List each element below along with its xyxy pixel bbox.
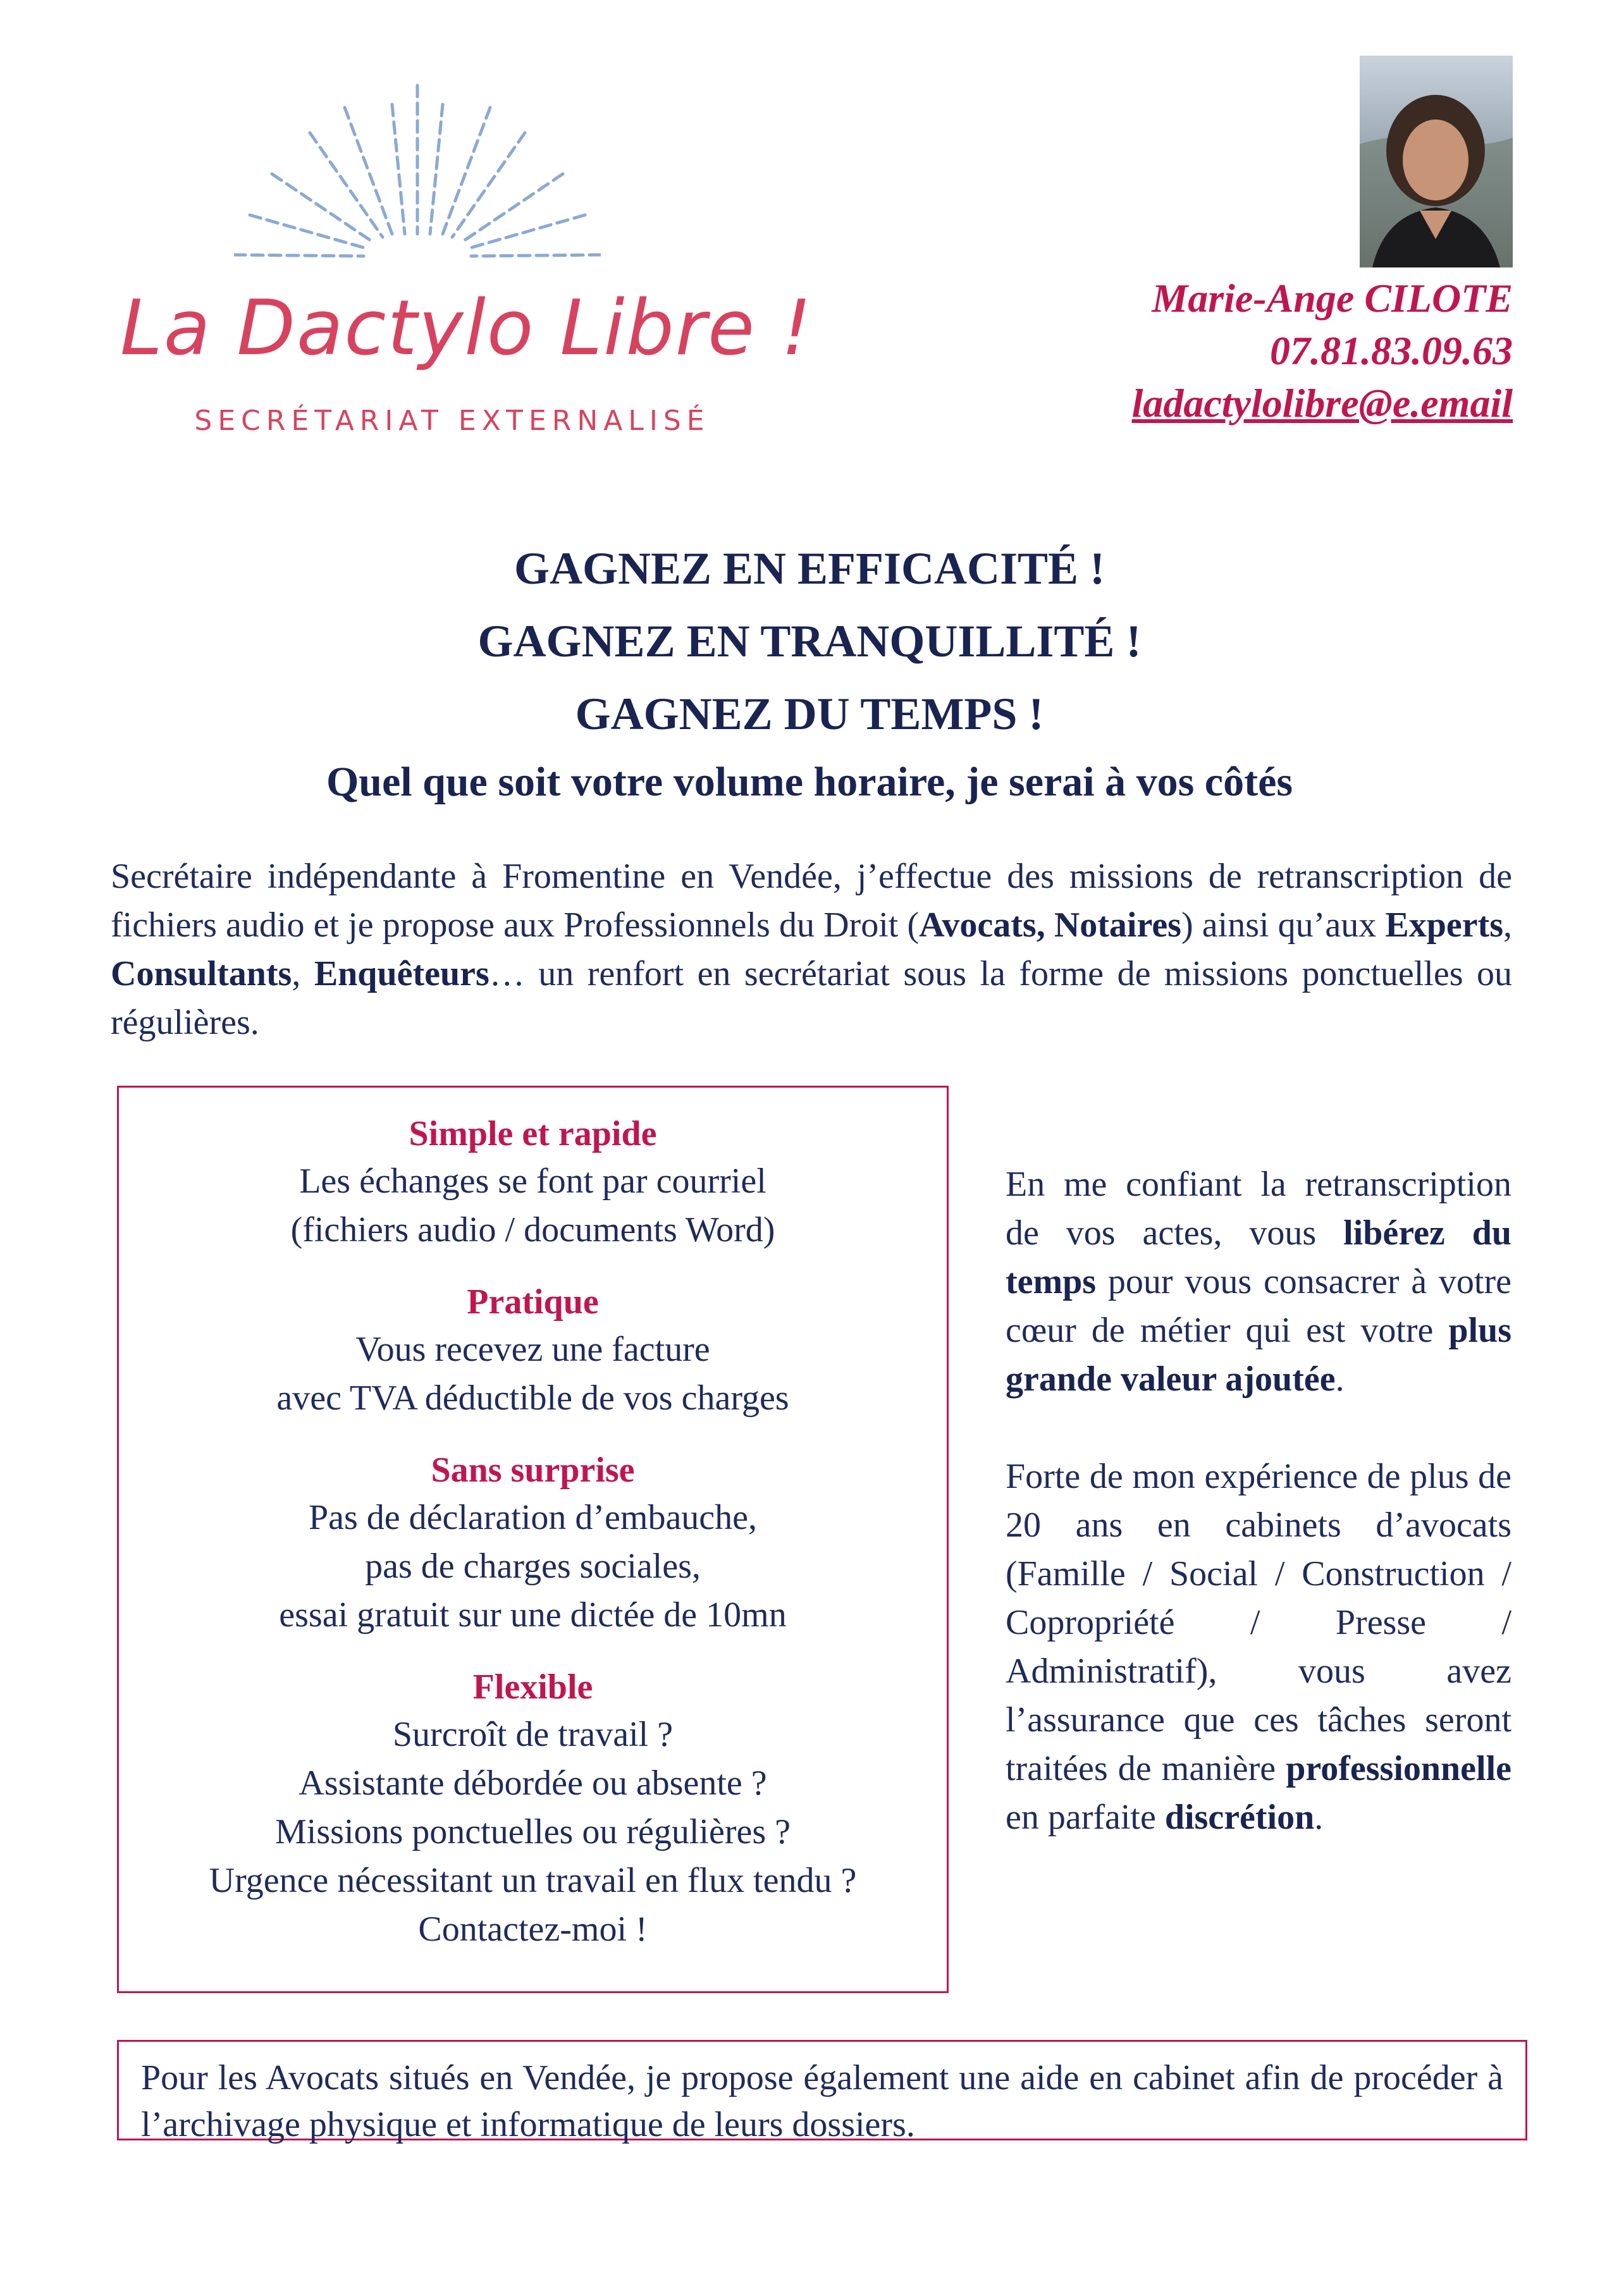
benefit-line: Les échanges se font par courriel bbox=[299, 1162, 766, 1201]
benefit-title: Sans surprise bbox=[431, 1451, 635, 1490]
intro-enqueteurs: Enquêteurs bbox=[314, 954, 489, 993]
intro-comma: , bbox=[292, 954, 314, 993]
right-bold-liberez: libérez du temps bbox=[1006, 1213, 1512, 1301]
right-bold-professionnelle: professionnelle bbox=[1286, 1749, 1511, 1788]
right-text: En me confiant la retranscription de vos actes, vous bbox=[1006, 1165, 1511, 1253]
logo-tagline: SECRÉTARIAT EXTERNALISÉ bbox=[194, 405, 710, 437]
right-text: en parfaite bbox=[1006, 1798, 1165, 1837]
intro-comma: , bbox=[1503, 906, 1512, 945]
right-text: Forte de mon expérience de plus de 20 ans en cabinets d’avocats (Famille / Social / Construction / Copropriété / Presse / Administratif), vous avez l’assurance que ces tâches seront traitées de manière bbox=[1006, 1457, 1511, 1788]
benefit-flexible bbox=[119, 1664, 947, 1954]
right-paragraph-2 bbox=[1006, 1452, 1511, 1842]
headline-efficacite: GAGNEZ EN EFFICACITÉ ! bbox=[514, 543, 1105, 594]
benefit-title: Flexible bbox=[472, 1667, 593, 1707]
benefit-sans-surprise bbox=[119, 1447, 947, 1640]
benefits-box bbox=[117, 1086, 949, 1993]
right-text: . bbox=[1335, 1360, 1345, 1399]
benefit-title: Simple et rapide bbox=[409, 1114, 657, 1153]
right-text: . bbox=[1314, 1798, 1324, 1837]
headline-tranquillite: GAGNEZ EN TRANQUILLITÉ ! bbox=[477, 616, 1142, 666]
contact-email-link[interactable]: ladactylolibre@e.email bbox=[1131, 381, 1513, 426]
right-bold-discretion: discrétion bbox=[1164, 1798, 1315, 1837]
benefit-line: Missions ponctuelles ou régulières ? bbox=[275, 1812, 791, 1851]
intro-text-1: Secrétaire indépendante à Fromentine en Vendée, j’effectue des missions de retranscription de fichiers audio et je propose aux Professionnels du Droit ( bbox=[111, 857, 1512, 945]
right-paragraph-1 bbox=[1006, 1160, 1511, 1404]
benefit-line: (fichiers audio / documents Word) bbox=[290, 1210, 775, 1249]
benefit-line: Assistante débordée ou absente ? bbox=[299, 1764, 767, 1803]
intro-text-2: ) ainsi qu’aux bbox=[1181, 906, 1386, 945]
benefit-line: Contactez-moi ! bbox=[418, 1910, 648, 1949]
benefit-line: pas de charges sociales, bbox=[365, 1547, 701, 1586]
benefit-title: Pratique bbox=[467, 1282, 599, 1322]
intro-consultants: Consultants bbox=[111, 954, 292, 993]
benefit-line: Vous recevez une facture bbox=[355, 1330, 710, 1369]
benefit-line: Pas de déclaration d’embauche, bbox=[308, 1498, 758, 1537]
right-text: pour vous consacrer à votre cœur de métier qui est votre bbox=[1006, 1262, 1511, 1350]
logo-wordmark: La Dactylo Libre ! bbox=[120, 285, 813, 372]
intro-paragraph bbox=[111, 852, 1512, 1047]
right-column bbox=[1006, 1160, 1511, 1842]
benefit-line: Surcroît de travail ? bbox=[392, 1715, 674, 1754]
benefit-line: avec TVA déductible de vos charges bbox=[276, 1378, 789, 1418]
intro-experts: Experts bbox=[1385, 906, 1503, 945]
right-bold-valeur: plus grande valeur ajoutée bbox=[1006, 1311, 1511, 1399]
sun-rays-logo-icon bbox=[234, 79, 601, 269]
contact-name: Marie-Ange CILOTE bbox=[1152, 276, 1513, 321]
benefit-pratique bbox=[119, 1279, 947, 1423]
benefit-line: Urgence nécessitant un travail en flux tendu ? bbox=[209, 1861, 857, 1900]
benefit-simple bbox=[119, 1110, 947, 1255]
benefit-line: essai gratuit sur une dictée de 10mn bbox=[279, 1595, 787, 1635]
subheadline: Quel que soit votre volume horaire, je serai à vos côtés bbox=[326, 759, 1293, 805]
bottom-note-box: Pour les Avocats situés en Vendée, je propose également une aide en cabinet afin de procéder à l’archivage physique et informatique de leurs dossiers. bbox=[117, 2040, 1527, 2140]
headline-block bbox=[0, 532, 1619, 814]
intro-avocats-notaires: Avocats, Notaires bbox=[919, 906, 1181, 945]
headline-temps: GAGNEZ DU TEMPS ! bbox=[575, 689, 1044, 739]
intro-text-3: … un renfort en secrétariat sous la forme de missions ponctuelles ou régulières. bbox=[111, 954, 1512, 1042]
portrait-photo bbox=[1360, 56, 1513, 267]
contact-block bbox=[1132, 272, 1513, 429]
contact-phone: 07.81.83.09.63 bbox=[1270, 328, 1513, 373]
